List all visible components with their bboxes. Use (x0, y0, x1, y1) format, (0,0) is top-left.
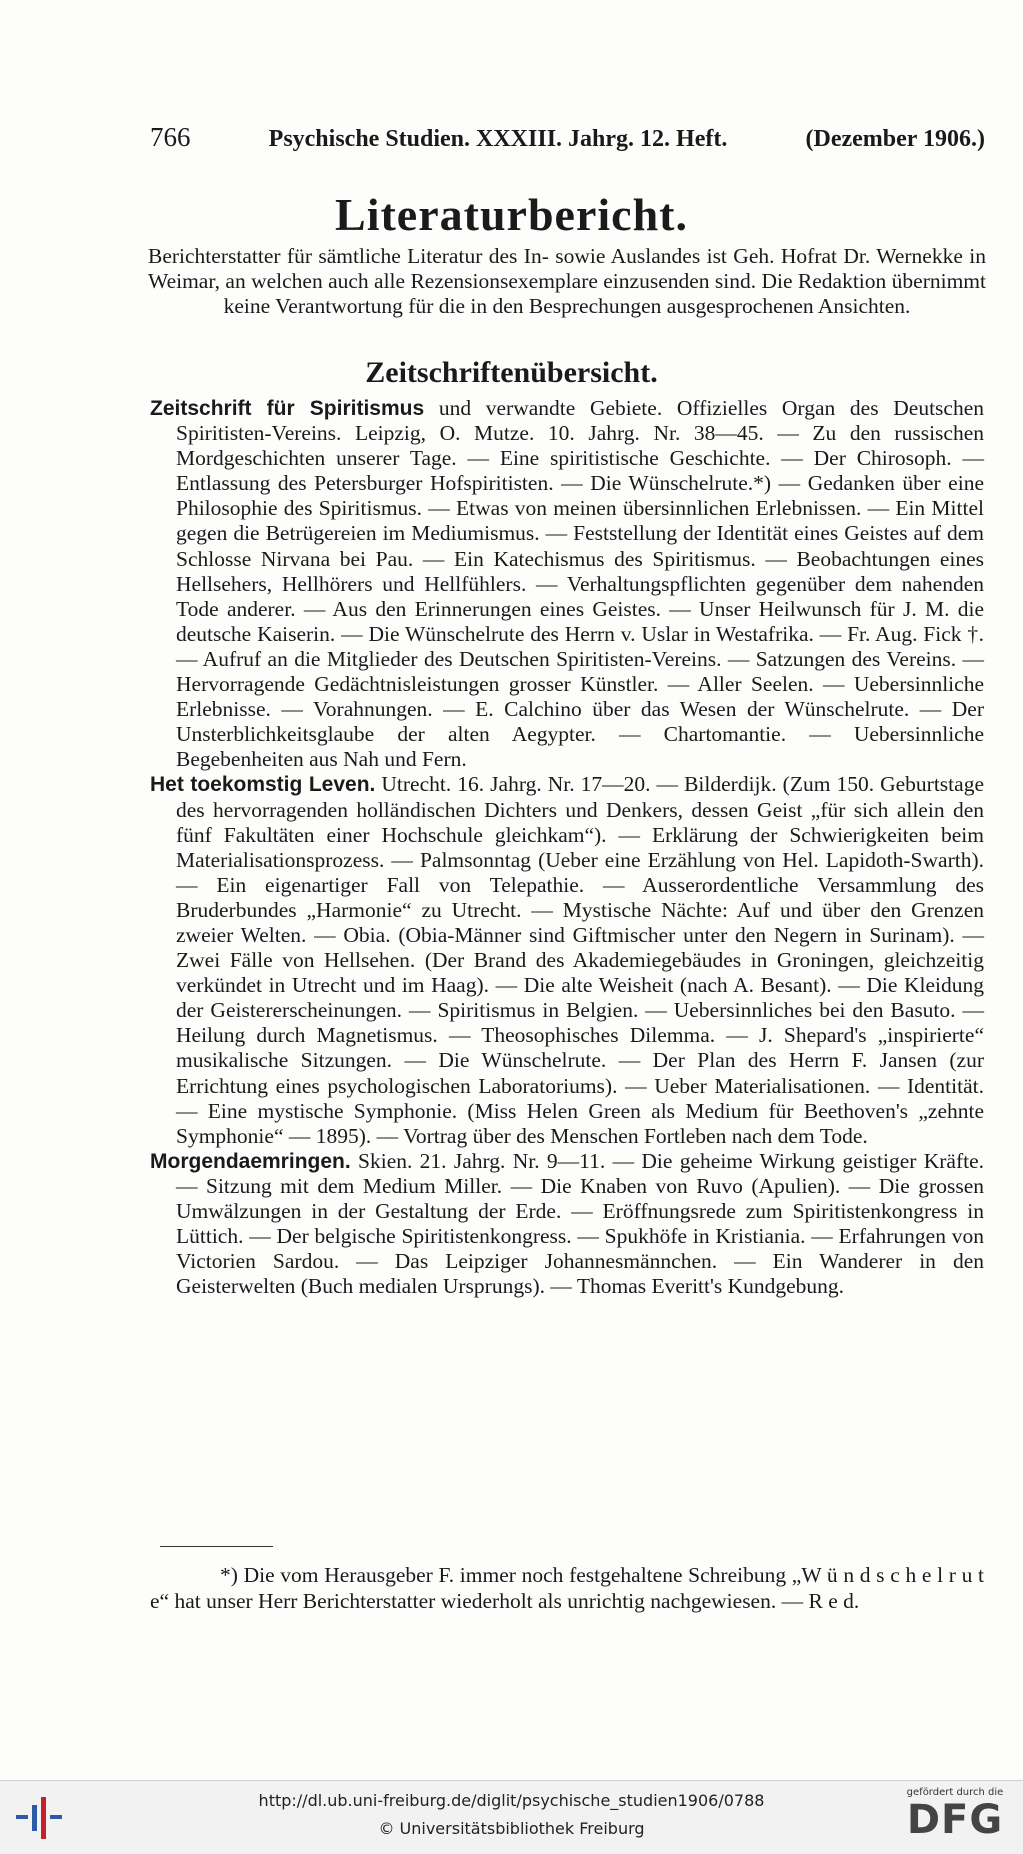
dfg-logo (900, 1787, 1010, 1849)
dfg-tagline: gefördert durch die (906, 1787, 1004, 1798)
viewer-footer (0, 1780, 1023, 1854)
footnote-rule-gap (273, 1546, 309, 1547)
dfg-wordmark: DFG (906, 1797, 1004, 1843)
entry-head: Het toekomstig Leven. (150, 773, 376, 797)
journal-entry (150, 396, 984, 772)
journal-entry (150, 772, 984, 1148)
intro-paragraph: Berichterstatter für sämtliche Literatur des In- sowie Auslandes ist Geh. Hofrat Dr. Wernekke in Weimar, an welchen auch alle Rezensionsexemplare einzusenden sind. Die Redaktion übernimmt keine Verantwortung für die in den Besprechungen ausgesprochenen Ansichten. (148, 244, 987, 318)
page-title: Literaturbericht. (335, 189, 688, 240)
permalink[interactable]: http://dl.ub.uni-freiburg.de/diglit/psychische_studien1906/0788 (258, 1791, 765, 1810)
page-number: 766 (150, 122, 191, 152)
entry-head: Morgendaemringen. (150, 1149, 351, 1173)
entry-text: Utrecht. 16. Jahrg. Nr. 17—20. — Bilderdijk. (Zum 150. Geburtstage des hervorragenden holländischen Dichters und Denkers, dessen Geist „für sich allein den fünf Fakultäten einer Hochschule gleichkam“). — Erklärung der Schwierigkeiten beim Materialisationsprozess. — Palmsonntag (Ueber eine Erzählung von Hel. Lapidoth-Swarth). — Ein eigenartiger Fall von Telepathie. — Ausserordentliche Versammlung des Bruderbundes „Harmonie“ zu Utrecht. — Mystische Nächte: Auf und über den Grenzen zweier Welten. — Obia. (Obia-Männer sind Giftmischer unter den Negern in Surinam). — Zwei Fälle von Hellsehen. (Der Brand des Akademiegebäudes in Groningen, gleichzeitig verkündet in Utrecht und im Haag). — Die alte Weisheit (nach A. Besant). — Die Kleidung der Geistererscheinungen. — Spiritismus in Belgien. — Uebersinnliches bei den Basuto. — Heilung durch Magnetismus. — Theosophisches Dilemma. — J. Shepard's „inspirierte“ musikalische Sitzungen. — Die Wünschelrute. — Der Plan des Herrn F. Jansen (zur Errichtung eines psychologischen Laboratoriums). — Ueber Materialisationen. — Identität. — Eine mystische Symphonie. (Miss Helen Green als Medium für Beethoven's „zehnte Symphonie“ — 1895). — Vortrag über des Menschen Fortleben nach dem Tode. (176, 772, 984, 1148)
entry-head: Zeitschrift für Spiritismus (150, 397, 425, 420)
running-title: Psychische Studien. XXXIII. Jahrg. 12. Heft. (268, 126, 728, 152)
journal-entry (150, 1149, 984, 1300)
issue-date: (Dezember 1906.) (805, 126, 985, 152)
journal-entries (150, 396, 984, 1299)
running-header (150, 122, 985, 153)
section-title: Zeitschriftenübersicht. (365, 356, 658, 389)
footnote: *) Die vom Herausgeber F. immer noch festgehaltene Schreibung „W ü n d s c h e l r u t e“ hat unser Herr Berichterstatter wiederholt als unrichtig nachgewiesen. — R e d. (150, 1563, 984, 1613)
copyright: © Universitätsbibliothek Freiburg (378, 1819, 645, 1838)
entry-text: Skien. 21. Jahrg. Nr. 9—11. — Die geheime Wirkung geistiger Kräfte. — Sitzung mit dem Medium Miller. — Die Knaben von Ruvo (Apulien). — Die grossen Umwälzungen in der Gestaltung der Erde. — Eröffnungsrede zum Spiritistenkongress in Lüttich. — Der belgische Spiritistenkongress. — Spukhöfe in Kristiania. — Erfahrungen von Victorien Sardou. — Das Leipziger Johannesmännchen. — Ein Wanderer in den Geisterwelten (Buch medialen Ursprungs). — Thomas Everitt's Kundgebung. (176, 1148, 984, 1299)
entry-text: und verwandte Gebiete. Offizielles Organ des Deutschen Spiritisten-Vereins. Leipzig, O. Mutze. 10. Jahrg. Nr. 38—45. — Zu den russischen Mordgeschichten unserer Tage. — Eine spiritistische Geschichte. — Der Chirosoph. — Entlassung des Petersburger Hofspiritisten. — Die Wünschelrute.*) — Gedanken über eine Philosophie des Spiritismus. — Etwas von meinen übersinnlichen Erlebnissen. — Ein Mittel gegen die Betrügereien im Mediumismus. — Feststellung der Identität eines Geistes auf dem Schlosse Nirvana bei Pau. — Ein Katechismus des Spiritismus. — Beobachtungen eines Hellsehers, Hellhörers und Hellfühlers. — Verhaltungspflichten gegenüber dem nahenden Tode anderer. — Aus den Erinnerungen eines Geistes. — Unser Heilwunsch für J. M. die deutsche Kaiserin. — Die Wünschelrute des Herrn v. Uslar in Westafrika. — Fr. Aug. Fick †. — Aufruf an die Mitglieder des Deutschen Spiritisten-Vereins. — Satzungen des Vereins. — Hervorragende Gedächtnisleistungen grosser Künstler. — Aller Seelen. — Uebersinnliche Erlebnisse. — Vorahnungen. — E. Calchino über das Wesen der Wünschelrute. — Der Unsterblichkeitsglaube der alten Aegypter. — Chartomantie. — Uebersinnliche Begebenheiten aus Nah und Fern. (176, 396, 985, 772)
